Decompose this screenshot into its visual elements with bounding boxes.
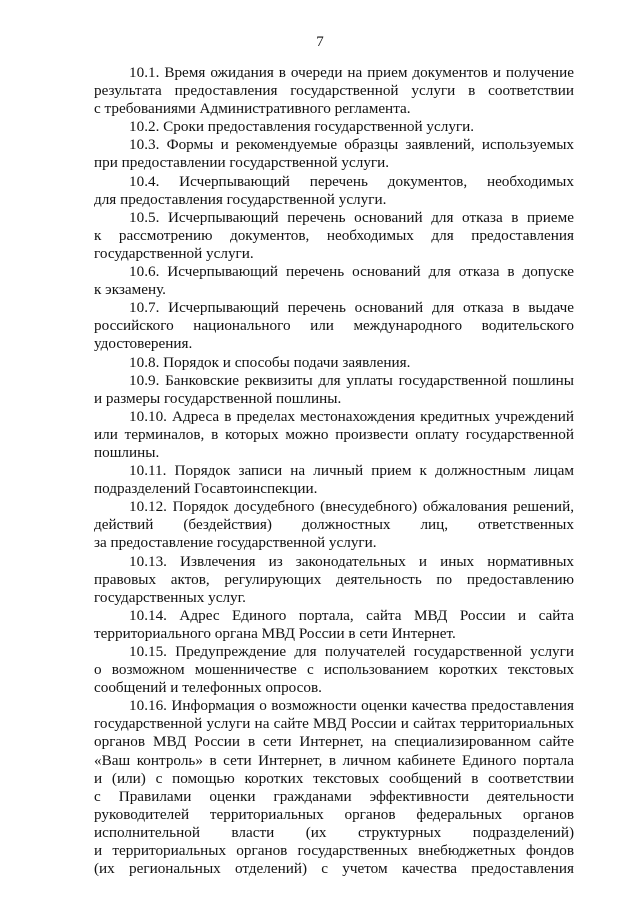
paragraph-line: и размеры государственной пошлины.: [94, 389, 342, 407]
paragraph-line: пошлины.: [94, 443, 160, 461]
paragraph-10-10: [94, 408, 574, 462]
paragraph-line: государственной услуги.: [94, 244, 254, 262]
paragraph-10-15: [94, 643, 574, 697]
paragraph-line: российского национального или международного водительского: [94, 317, 574, 335]
paragraph-line: 10.9. Банковские реквизиты для уплаты государственной пошлины: [129, 371, 574, 389]
paragraph-line: о возможном мошенничестве с использованием коротких текстовых: [94, 661, 574, 679]
paragraph-line: территориального органа МВД России в сети Интернет.: [94, 624, 456, 642]
paragraph-10-12: [94, 498, 574, 552]
paragraph-10-9: [94, 372, 574, 408]
paragraph-10-11: [94, 462, 574, 498]
paragraph-line: 10.8. Порядок и способы подачи заявления.: [129, 353, 411, 371]
document-body: [94, 64, 574, 878]
paragraph-10-2: [94, 118, 574, 136]
paragraph-line: подразделений Госавтоинспекции.: [94, 480, 318, 498]
paragraph-line: 10.10. Адреса в пределах местонахождения кредитных учреждений: [129, 407, 574, 425]
paragraph-line: исполнительной власти (их структурных подразделений): [94, 823, 574, 841]
paragraph-line: 10.2. Сроки предоставления государственной услуги.: [129, 118, 475, 136]
paragraph-line: 10.11. Порядок записи на личный прием к должностным лицам: [129, 462, 574, 480]
paragraph-10-4: [94, 173, 574, 209]
paragraph-10-6: [94, 263, 574, 299]
paragraph-10-8: [94, 354, 574, 372]
paragraph-line: удостоверения.: [94, 335, 193, 353]
paragraph-line: 10.3. Формы и рекомендуемые образцы заявлений, используемых: [129, 136, 574, 154]
paragraph-line: результата предоставления государственной услуги в соответствии: [94, 82, 574, 100]
paragraph-line: сообщений и телефонных опросов.: [94, 679, 322, 697]
paragraph-line: 10.16. Информация о возможности оценки качества предоставления: [129, 697, 574, 715]
paragraph-10-3: [94, 136, 574, 172]
paragraph-10-5: [94, 209, 574, 263]
paragraph-line: правовых актов, регулирующих деятельность по предоставлению: [94, 570, 574, 588]
paragraph-line: 10.14. Адрес Единого портала, сайта МВД России и сайта: [129, 606, 574, 624]
paragraph-10-16: [94, 697, 574, 878]
paragraph-line: к экзамену.: [94, 281, 166, 299]
paragraph-line: 10.15. Предупреждение для получателей государственной услуги: [129, 643, 574, 660]
paragraph-line: 10.5. Исчерпывающий перечень оснований для отказа в приеме: [129, 208, 574, 226]
paragraph-10-14: [94, 607, 574, 643]
paragraph-10-13: [94, 553, 574, 607]
paragraph-line: 10.13. Извлечения из законодательных и иных нормативных: [129, 552, 574, 570]
paragraph-line: при предоставлении государственной услуги.: [94, 154, 390, 172]
paragraph-line: и (или) с помощью коротких текстовых сообщений в соответствии: [94, 769, 574, 787]
paragraph-line: к рассмотрению документов, необходимых для предоставления: [94, 226, 574, 244]
paragraph-line: органов МВД России в сети Интернет, на специализированном сайте: [94, 733, 574, 751]
paragraph-line: государственных услуг.: [94, 588, 246, 606]
paragraph-line: 10.7. Исчерпывающий перечень оснований для отказа в выдаче: [129, 299, 574, 317]
paragraph-line: «Ваш контроль» в сети Интернет, в личном кабинете Единого портала: [94, 751, 574, 769]
paragraph-line: руководителей территориальных органов федеральных органов: [94, 805, 574, 823]
paragraph-line: (их региональных отделений) с учетом качества предоставления: [94, 860, 574, 878]
page-number: 7: [316, 34, 324, 50]
paragraph-line: за предоставление государственной услуги.: [94, 534, 377, 552]
paragraph-10-1: [94, 64, 574, 118]
paragraph-10-7: [94, 299, 574, 353]
paragraph-line: для предоставления государственной услуги.: [94, 190, 387, 208]
paragraph-line: 10.12. Порядок досудебного (внесудебного) обжалования решений,: [129, 498, 574, 516]
paragraph-line: или терминалов, в которых можно произвести оплату государственной: [94, 425, 574, 443]
paragraph-line: и территориальных органов государственных внебюджетных фондов: [94, 842, 574, 860]
paragraph-line: с требованиями Административного регламента.: [94, 100, 411, 118]
paragraph-line: 10.1. Время ожидания в очереди на прием документов и получение: [129, 64, 574, 81]
paragraph-line: действий (бездействия) должностных лиц, ответственных: [94, 516, 574, 534]
paragraph-line: государственной услуги на сайте МВД России и сайтах территориальных: [94, 715, 574, 733]
paragraph-line: с Правилами оценки гражданами эффективности деятельности: [94, 787, 574, 805]
paragraph-line: 10.6. Исчерпывающий перечень оснований для отказа в допуске: [129, 263, 574, 281]
paragraph-line: 10.4. Исчерпывающий перечень документов, необходимых: [129, 172, 574, 190]
